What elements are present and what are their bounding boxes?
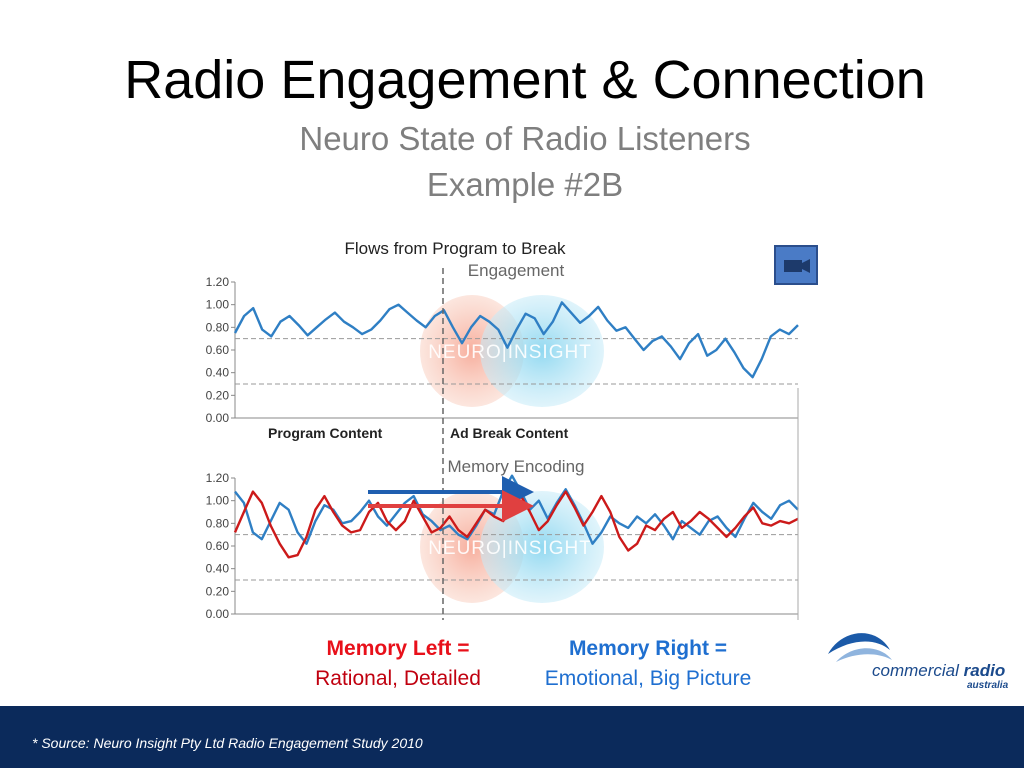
memory-right-label: Memory Right =: [568, 637, 728, 660]
svg-text:commercial radio: commercial radio: [872, 661, 1006, 680]
video-camera-icon[interactable]: [774, 245, 818, 285]
y-tick-label: 0.20: [205, 584, 229, 599]
y-tick-label: 0.60: [205, 343, 229, 357]
chart-panel-title: Memory Encoding: [447, 457, 585, 476]
y-tick-label: 0.60: [205, 539, 229, 553]
svg-text:australia: australia: [967, 680, 1009, 691]
chart-title: Flows from Program to Break: [344, 239, 566, 258]
y-tick-label: 0.00: [205, 411, 229, 425]
y-tick-label: 0.40: [205, 365, 229, 380]
y-tick-label: 1.20: [205, 275, 229, 289]
engagement-memory-chart: [190, 228, 810, 628]
y-tick-label: 0.20: [205, 388, 229, 403]
section-label-program: Program Content: [268, 425, 383, 441]
chart-watermark: NEURO|INSIGHT: [428, 342, 592, 363]
source-footnote: * Source: Neuro Insight Pty Ltd Radio Engagement Study 2010: [32, 735, 423, 751]
y-tick-label: 1.00: [205, 493, 229, 508]
y-tick-label: 0.80: [205, 320, 229, 335]
y-tick-label: 1.20: [205, 471, 229, 485]
y-tick-label: 0.00: [205, 607, 229, 621]
commercial-radio-australia-logo: [822, 624, 1022, 694]
slide-title: Radio Engagement & Connection: [124, 50, 926, 110]
y-tick-label: 0.40: [205, 561, 229, 576]
slide-subtitle-example: Example #2B: [426, 166, 624, 203]
y-tick-label: 1.00: [205, 297, 229, 312]
video-camera-icon-glyph: [776, 247, 816, 283]
chart-panel-title: Engagement: [467, 261, 565, 280]
section-label-adbreak: Ad Break Content: [450, 425, 569, 441]
slide-subtitle: Neuro State of Radio Listeners: [299, 120, 751, 157]
y-tick-label: 0.80: [205, 516, 229, 531]
chart-watermark: NEURO|INSIGHT: [428, 538, 592, 559]
memory-left-description: Rational, Detailed: [315, 667, 481, 690]
memory-right-description: Emotional, Big Picture: [544, 667, 752, 690]
memory-left-label: Memory Left =: [326, 637, 470, 660]
